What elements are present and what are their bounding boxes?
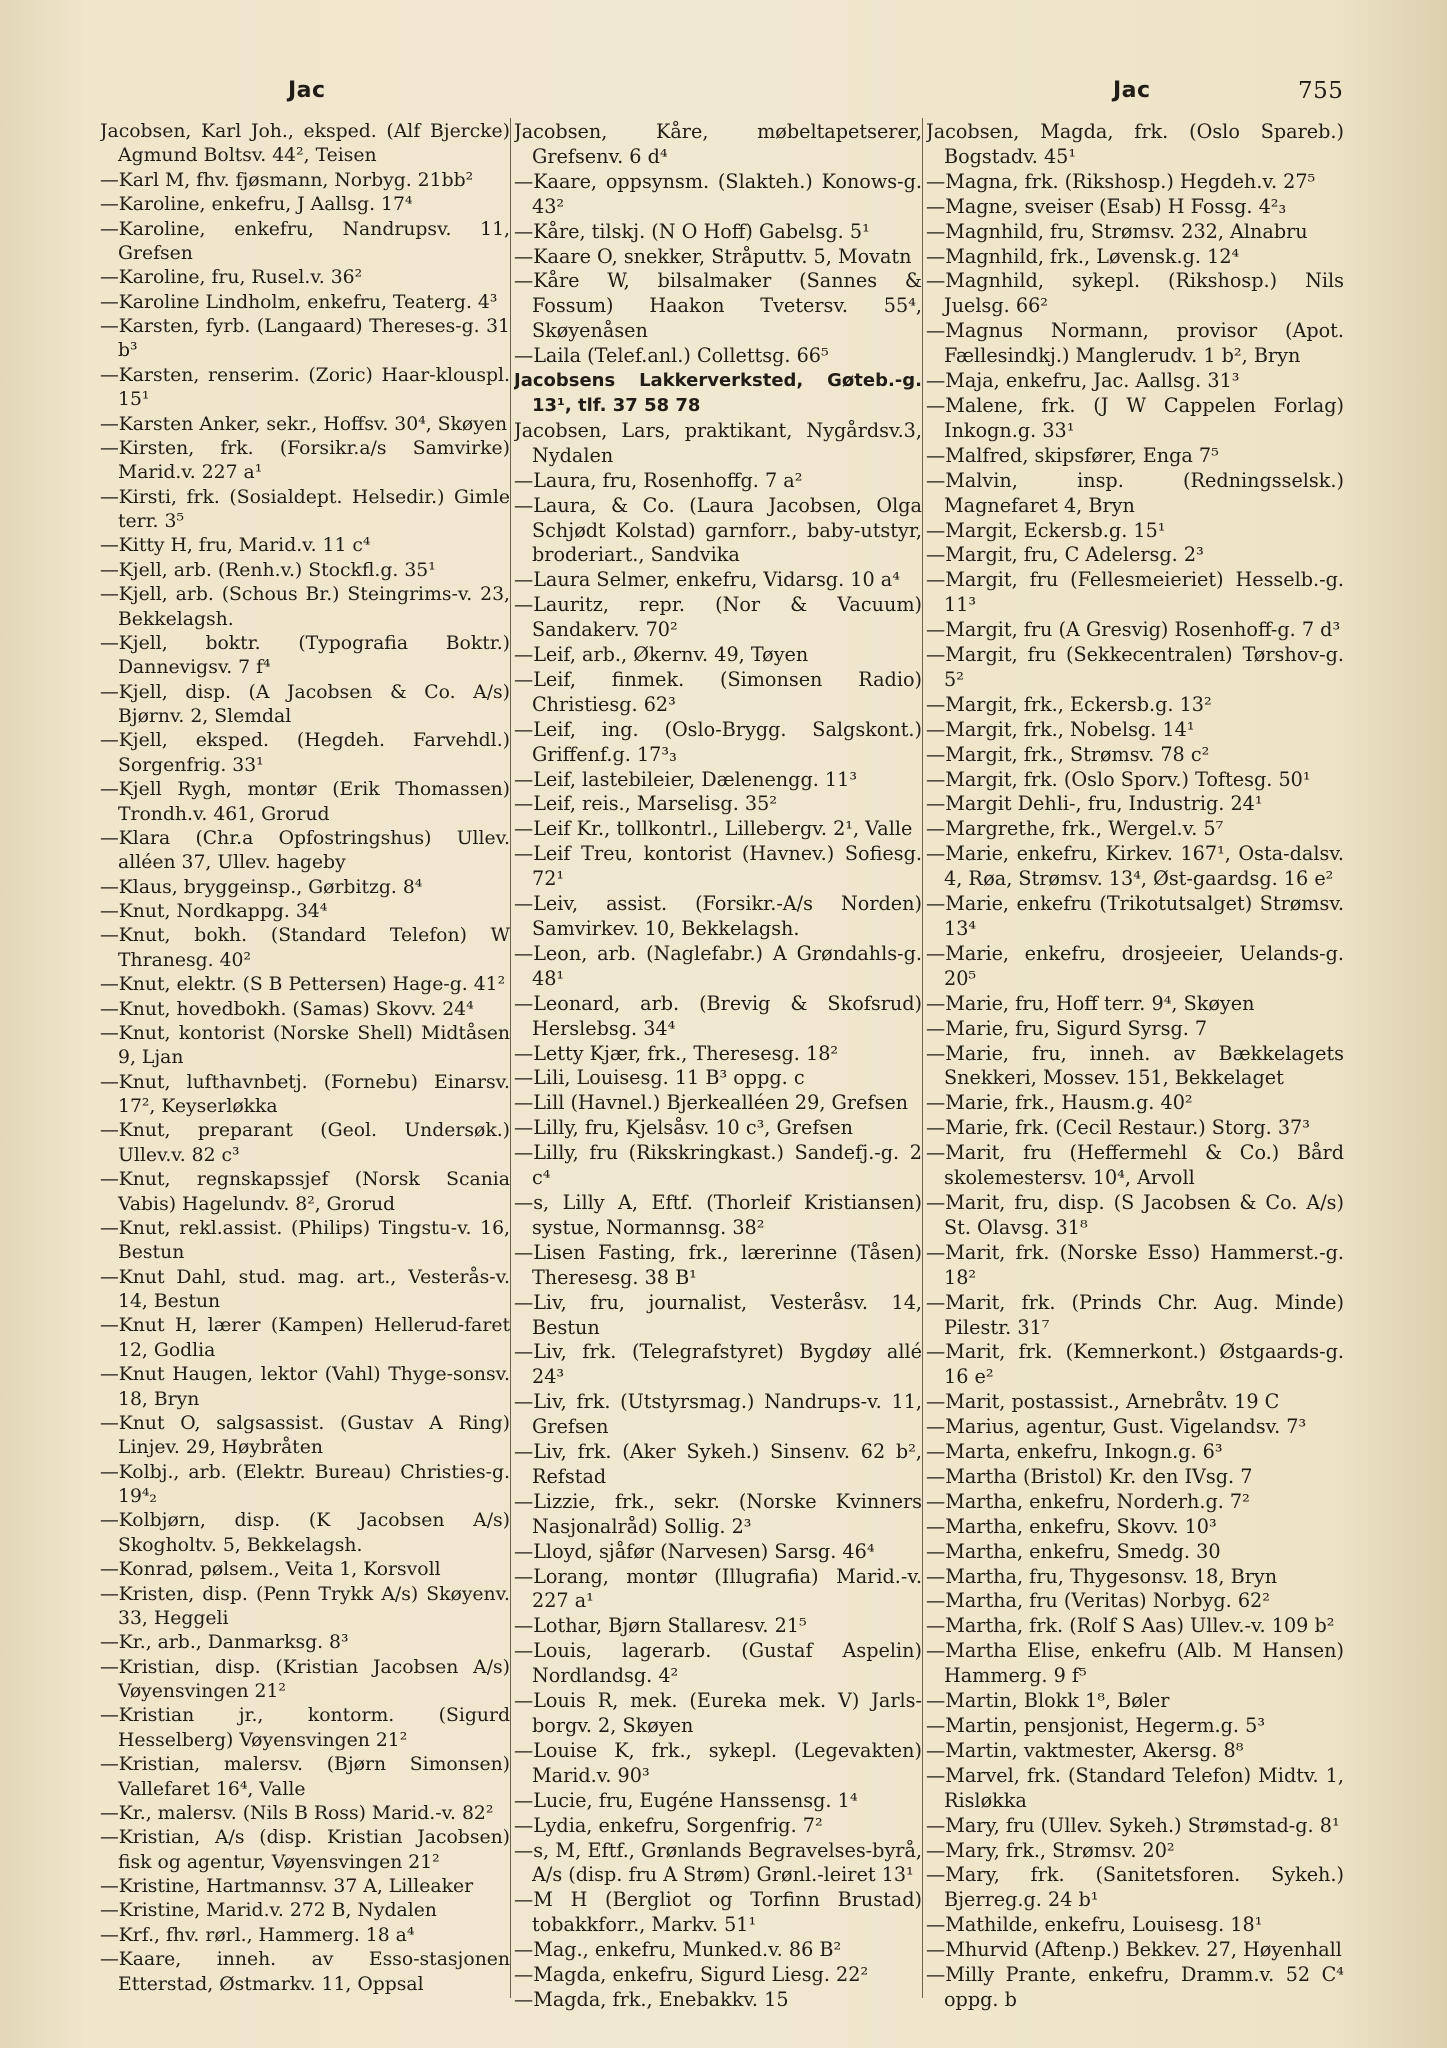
directory-entry: —Malfred, skipsfører, Enga 7⁵ xyxy=(926,443,1219,467)
directory-entry: —Magnhild, sykepl. (Rikshosp.) Nils Juelsg. 66² xyxy=(926,269,1344,318)
directory-entry: —Konrad, pølsem., Veita 1, Korsvoll xyxy=(100,1559,441,1581)
directory-entry: —Margit, fru (Sekkecentralen) Tørshov-g. 5² xyxy=(926,643,1344,691)
directory-entry: —Leonard, arb. (Brevig & Skofsrud) Herslebsg. 34⁴ xyxy=(514,991,922,1040)
directory-column-1 xyxy=(100,120,510,2040)
directory-entry: —Margit Dehli-, fru, Industrig. 24¹ xyxy=(926,792,1263,816)
directory-entry: —Magda, enkefru, Sigurd Liesg. 22² xyxy=(514,1963,869,1987)
directory-entry: —Laura Selmer, enkefru, Vidarsg. 10 a⁴ xyxy=(514,568,900,592)
directory-entry: —Margrethe, frk., Wergel.v. 5⁷ xyxy=(926,817,1224,841)
directory-entry: —Marta, enkefru, Inkogn.g. 6³ xyxy=(926,1440,1223,1464)
directory-entry: —Knut, preparant (Geol. Undersøk.) Ullev.v. 82 c³ xyxy=(100,1120,510,1166)
directory-entry: —Kjell Rygh, montør (Erik Thomassen) Trondh.v. 461, Grorud xyxy=(100,779,510,825)
directory-entry: —Kjell, boktr. (Typografia Boktr.) Dannevigsv. 7 f⁴ xyxy=(100,632,510,679)
directory-entry: —Knut, rekl.assist. (Philips) Tingstu-v. 16, Bestun xyxy=(100,1217,510,1264)
directory-entry: —Magda, frk., Enebakkv. 15 xyxy=(514,1987,789,2011)
directory-entry: —Kr., malersv. (Nils B Ross) Marid.-v. 82² xyxy=(100,1802,494,1824)
directory-entry: —Karoline, enkefru, Nandrupsv. 11, Grefsen xyxy=(100,218,510,264)
directory-entry: —Knut, bokh. (Standard Telefon) W Thranesg. 40² xyxy=(100,925,510,971)
directory-entry: —Margit, Eckersb.g. 15¹ xyxy=(926,518,1166,542)
directory-entry: —Marie, frk. (Cecil Restaur.) Storg. 37³ xyxy=(926,1116,1310,1140)
directory-entry: —Krf., fhv. rørl., Hammerg. 18 a⁴ xyxy=(100,1924,415,1946)
directory-entry: —Kjell, eksped. (Hegdeh. Farvehdl.) Sorgenfrig. 33¹ xyxy=(100,730,510,776)
directory-entry: —Margit, frk., Nobelsg. 14¹ xyxy=(926,717,1195,741)
directory-entry: —Kr., arb., Danmarksg. 8³ xyxy=(100,1632,349,1654)
directory-entry: —Karl M, fhv. fjøsmann, Norbyg. 21bb² xyxy=(100,169,474,191)
directory-entry: —Mary, fru (Ullev. Sykeh.) Strømstad-g. 8¹ xyxy=(926,1813,1340,1837)
directory-entry: —s, M, Eftf., Grønlands Begravelses-byrå, A/s (disp. fru A Strøm) Grønl.-leiret 13¹ xyxy=(514,1838,922,1887)
directory-entry: —Knut O, salgsassist. (Gustav A Ring) Linjev. 29, Høybråten xyxy=(100,1412,510,1459)
directory-entry: —Maja, enkefru, Jac. Aallsg. 31³ xyxy=(926,369,1240,393)
directory-entry: —Kåre, tilskj. (N O Hoff) Gabelsg. 5¹ xyxy=(514,219,870,243)
header-center-keyword: Jac xyxy=(1113,78,1151,103)
directory-entry: —Leif, ing. (Oslo-Brygg. Salgskont.) Griffenf.g. 17³₃ xyxy=(514,717,922,766)
directory-entry: —Margit, fru (Fellesmeieriet) Hesselb.-g. 11³ xyxy=(926,568,1344,617)
directory-entry: —Magnus Normann, provisor (Apot. Fællesindkj.) Manglerudv. 1 b², Bryn xyxy=(926,319,1344,368)
directory-entry: —Marie, frk., Hausm.g. 40² xyxy=(926,1091,1193,1115)
directory-entry: —Karoline, fru, Rusel.v. 36² xyxy=(100,267,363,289)
directory-entry: —Magna, frk. (Rikshosp.) Hegdeh.v. 27⁵ xyxy=(926,169,1316,193)
directory-entry: —Kaare O, snekker, Stråputtv. 5, Movatn xyxy=(514,244,912,268)
directory-entry: —Mag., enkefru, Munked.v. 86 B² xyxy=(514,1938,842,1962)
directory-entry: —Knut, elektr. (S B Pettersen) Hage-g. 41² xyxy=(100,974,506,996)
directory-entry: —Martha, enkefru, Skovv. 10³ xyxy=(926,1514,1217,1538)
directory-entry: —Martin, pensjonist, Hegerm.g. 5³ xyxy=(926,1714,1266,1737)
directory-entry: —Malvin, insp. (Redningsselsk.) Magnefaret 4, Bryn xyxy=(926,468,1344,517)
directory-entry: —Kristian, A/s (disp. Kristian Jacobsen) fisk og agentur, Vøyensvingen 21² xyxy=(100,1827,510,1873)
directory-entry: —Marie, fru, inneh. av Bækkelagets Snekkeri, Mossev. 151, Bekkelaget xyxy=(926,1041,1344,1090)
directory-entry: —Kåre W, bilsalmaker (Sannes & Fossum) Haakon Tvetersv. 55⁴, Skøyenåsen xyxy=(514,269,922,343)
directory-entry: —Leif, lastebileier, Dælenengg. 11³ xyxy=(514,767,858,791)
directory-entry: —Karoline Lindholm, enkefru, Teaterg. 4³ xyxy=(100,291,498,313)
directory-entry: —Kolbj., arb. (Elektr. Bureau) Christies-g. 19⁴₂ xyxy=(100,1461,510,1507)
directory-entry: —Mathilde, enkefru, Louisesg. 18¹ xyxy=(926,1913,1263,1937)
directory-entry: —Margit, frk., Eckersb.g. 13² xyxy=(926,692,1212,716)
directory-entry: —Liv, fru, journalist, Vesteråsv. 14, Bestun xyxy=(514,1290,922,1339)
directory-entry: —Kjell, disp. (A Jacobsen & Co. A/s) Bjørnv. 2, Slemdal xyxy=(100,681,510,727)
directory-entry: —Marit, fru, disp. (S Jacobsen & Co. A/s) St. Olavsg. 31⁸ xyxy=(926,1190,1344,1239)
directory-entry: —Kitty H, fru, Marid.v. 11 c⁴ xyxy=(100,535,371,557)
directory-entry: —Leif Treu, kontorist (Havnev.) Sofiesg. 72¹ xyxy=(514,842,922,891)
directory-entry: —Leif, finmek. (Simonsen Radio) Christiesg. 62³ xyxy=(514,667,922,716)
directory-entry: —Martin, Blokk 1⁸, Bøler xyxy=(926,1689,1170,1713)
directory-entry: —Lorang, montør (Illugrafia) Marid.-v. 227 a¹ xyxy=(514,1564,922,1613)
directory-entry: —Leif, reis., Marselisg. 35² xyxy=(514,792,778,816)
directory-entry: —Martha, enkefru, Norderh.g. 7² xyxy=(926,1489,1250,1513)
directory-entry: —Mary, frk., Strømsv. 20² xyxy=(926,1838,1175,1862)
directory-entry: Jacobsen, Magda, frk. (Oslo Spareb.) Bogstadv. 45¹ xyxy=(926,120,1344,168)
directory-entry: —Lauritz, repr. (Nor & Vacuum) Sandakerv. 70² xyxy=(514,593,922,642)
directory-entry: —Marie, enkefru, drosjeeier, Uelands-g. 20⁵ xyxy=(926,941,1344,990)
directory-entry: —Marius, agentur, Gust. Vigelandsv. 7³ xyxy=(926,1415,1307,1439)
directory-entry: —Louise K, frk., sykepl. (Legevakten) Marid.v. 90³ xyxy=(514,1738,922,1787)
directory-entry: —Kristian jr., kontorm. (Sigurd Hesselberg) Vøyensvingen 21² xyxy=(100,1705,510,1751)
directory-entry: —Kaare, oppsynsm. (Slakteh.) Konows-g. 43² xyxy=(514,169,922,218)
directory-entry: —Martha, enkefru, Smedg. 30 xyxy=(926,1539,1221,1563)
directory-entry: —Knut Haugen, lektor (Vahl) Thyge-sonsv. 18, Bryn xyxy=(100,1364,510,1410)
directory-entry: —Lizzie, frk., sekr. (Norske Kvinners Nasjonalråd) Sollig. 2³ xyxy=(514,1489,922,1538)
directory-entry: —Leon, arb. (Naglefabr.) A Grøndahls-g. 48¹ xyxy=(514,941,922,990)
directory-entry: —Kristen, disp. (Penn Trykk A/s) Skøyenv. 33, Heggeli xyxy=(100,1583,510,1629)
directory-entry: —Kaare, inneh. av Esso-stasjonen Etterstad, Østmarkv. 11, Oppsal xyxy=(100,1949,510,1995)
directory-entry: —Klara (Chr.a Opfostringshus) Ullev. alléen 37, Ullev. hageby xyxy=(100,827,510,874)
directory-entry: —Margit, fru (A Gresvig) Rosenhoff-g. 7 d³ xyxy=(926,618,1341,642)
directory-entry: —Kolbjørn, disp. (K Jacobsen A/s) Skogholtv. 5, Bekkelagsh. xyxy=(100,1510,510,1556)
directory-entry: —Kristian, disp. (Kristian Jacobsen A/s) Vøyensvingen 21² xyxy=(100,1656,510,1702)
directory-entry: —Magnhild, fru, Strømsv. 232, Alnabru xyxy=(926,219,1308,243)
directory-entry: —Martha (Bristol) Kr. den IVsg. 7 xyxy=(926,1464,1253,1488)
directory-entry: —Liv, frk. (Aker Sykeh.) Sinsenv. 62 b², Refstad xyxy=(514,1440,922,1488)
directory-entry: —s, Lilly A, Eftf. (Thorleif Kristiansen) systue, Normannsg. 38² xyxy=(514,1190,922,1239)
directory-entry: —Marit, fru (Heffermehl & Co.) Bård skolemestersv. 10⁴, Arvoll xyxy=(926,1141,1344,1190)
directory-entry: —Mhurvid (Aftenp.) Bekkev. 27, Høyenhall xyxy=(926,1938,1342,1962)
directory-entry: —Mary, frk. (Sanitetsforen. Sykeh.) Bjerreg.g. 24 b¹ xyxy=(926,1863,1344,1912)
directory-entry: Jacobsen, Lars, praktikant, Nygårdsv.3, Nydalen xyxy=(514,418,922,467)
directory-entry: —Magnhild, frk., Løvensk.g. 12⁴ xyxy=(926,244,1240,268)
directory-entry: —Martin, vaktmester, Akersg. 8⁸ xyxy=(926,1738,1244,1762)
directory-entry: —Marit, postassist., Arnebråtv. 19 C xyxy=(926,1390,1280,1414)
column-divider xyxy=(922,118,923,1998)
header-left-keyword: Jac xyxy=(288,78,326,103)
directory-entry: —Lucie, fru, Eugéne Hanssensg. 1⁴ xyxy=(514,1788,858,1812)
directory-entry: —Letty Kjær, frk., Theresesg. 18² xyxy=(514,1041,839,1065)
directory-entry: —Martha, fru (Veritas) Norbyg. 62² xyxy=(926,1589,1270,1613)
directory-entry: —Lothar, Bjørn Stallaresv. 21⁵ xyxy=(514,1614,807,1638)
directory-entry: —Karsten, renserim. (Zoric) Haar-klouspl. 15¹ xyxy=(100,364,510,411)
directory-entry: —Margit, frk., Strømsv. 78 c² xyxy=(926,742,1210,766)
directory-entry: —Marie, fru, Sigurd Syrsg. 7 xyxy=(926,1016,1208,1040)
directory-entry: —Margit, fru, C Adelersg. 2³ xyxy=(926,543,1204,567)
directory-entry: —Lilly, fru (Rikskringkast.) Sandefj.-g. 2 c⁴ xyxy=(514,1141,922,1190)
page-number: 755 xyxy=(1298,78,1344,104)
directory-entry: Jacobsens Lakkerverksted, Gøteb.-g. 13¹, tlf. 37 58 78 xyxy=(514,370,922,416)
directory-entry: —Marvel, frk. (Standard Telefon) Midtv. 1, Risløkka xyxy=(926,1763,1344,1812)
directory-entry: —Lill (Havnel.) Bjerkealléen 29, Grefsen xyxy=(514,1091,909,1115)
directory-entry: —Margit, frk. (Oslo Sporv.) Toftesg. 50¹ xyxy=(926,767,1311,791)
directory-entry: —Leif, arb., Økernv. 49, Tøyen xyxy=(514,643,809,667)
directory-entry: —Liv, frk. (Telegrafstyret) Bygdøy allé 24³ xyxy=(514,1340,922,1389)
directory-entry: —Martha, frk. (Rolf S Aas) Ullev.-v. 109 b² xyxy=(926,1614,1335,1638)
directory-entry: —Marit, frk. (Kemnerkont.) Østgaards-g. 16 e² xyxy=(926,1340,1344,1389)
directory-entry: —Malene, frk. (J W Cappelen Forlag) Inkogn.g. 33¹ xyxy=(926,393,1344,442)
directory-entry: —Louis R, mek. (Eureka mek. V) Jarls-borgv. 2, Skøyen xyxy=(514,1689,922,1737)
directory-entry: —M H (Bergliot og Torfinn Brustad) tobakkforr., Markv. 51¹ xyxy=(514,1888,922,1937)
directory-entry: —Kirsten, frk. (Forsikr.a/s Samvirke) Marid.v. 227 a¹ xyxy=(100,437,510,484)
directory-entry: —Kristine, Hartmannsv. 37 A, Lilleaker xyxy=(100,1876,474,1897)
directory-entry: —Karsten Anker, sekr., Hoffsv. 30⁴, Skøyen xyxy=(100,413,508,435)
directory-entry: —Laura, fru, Rosenhoffg. 7 a² xyxy=(514,468,803,492)
directory-entry: —Knut Dahl, stud. mag. art., Vesterås-v. 14, Bestun xyxy=(100,1266,510,1312)
directory-entry: —Knut, lufthavnbetj. (Fornebu) Einarsv. 17², Keyserløkka xyxy=(100,1071,510,1117)
directory-entry: —Milly Prante, enkefru, Dramm.v. 52 C⁴ oppg. b xyxy=(926,1963,1344,2011)
directory-entry: —Klaus, bryggeinsp., Gørbitzg. 8⁴ xyxy=(100,876,423,898)
directory-entry: —Lili, Louisesg. 11 B³ oppg. c xyxy=(514,1066,805,1090)
directory-entry: —Lisen Fasting, frk., lærerinne (Tåsen) Theresesg. 38 B¹ xyxy=(514,1240,922,1289)
directory-entry: —Marit, frk. (Norske Esso) Hammerst.-g. 18² xyxy=(926,1240,1344,1289)
directory-entry: —Kristine, Marid.v. 272 B, Nydalen xyxy=(100,1900,437,1922)
directory-entry: —Leif Kr., tollkontrl., Lillebergv. 2¹, Valle xyxy=(514,817,913,841)
directory-entry: —Magne, sveiser (Esab) H Fossg. 4²₃ xyxy=(926,194,1287,218)
directory-entry: —Martha Elise, enkefru (Alb. M Hansen) Hammerg. 9 f⁵ xyxy=(926,1639,1344,1688)
directory-entry: —Knut, regnskapssjef (Norsk Scania Vabis) Hagelundv. 8², Grorud xyxy=(100,1169,510,1215)
directory-entry: —Knut H, lærer (Kampen) Hellerud-faret 12, Godlia xyxy=(100,1315,510,1361)
directory-entry: —Louis, lagerarb. (Gustaf Aspelin) Nordlandsg. 4² xyxy=(514,1639,922,1688)
directory-entry: —Lydia, enkefru, Sorgenfrig. 7² xyxy=(514,1813,823,1837)
directory-entry: —Lilly, fru, Kjelsåsv. 10 c³, Grefsen xyxy=(514,1116,853,1140)
directory-entry: —Kjell, arb. (Schous Br.) Steingrims-v. 23, Bekkelagsh. xyxy=(100,584,510,630)
directory-entry: —Laura, & Co. (Laura Jacobsen, Olga Schjødt Kolstad) garnforr., baby-utstyr, broderiart., Sandvika xyxy=(514,493,922,567)
directory-column-3 xyxy=(926,120,1344,2040)
directory-entry: —Knut, Nordkappg. 34⁴ xyxy=(100,901,328,922)
directory-entry: —Knut, kontorist (Norske Shell) Midtåsen 9, Ljan xyxy=(100,1022,510,1069)
directory-entry: —Marie, fru, Hoff terr. 9⁴, Skøyen xyxy=(926,991,1255,1015)
directory-column-2 xyxy=(514,120,922,2040)
directory-entry: —Kirsti, frk. (Sosialdept. Helsedir.) Gimle terr. 3⁵ xyxy=(100,486,510,532)
directory-entry: Jacobsen, Karl Joh., eksped. (Alf Bjercke) Agmund Boltsv. 44², Teisen xyxy=(100,121,510,167)
directory-entry: —Marit, frk. (Prinds Chr. Aug. Minde) Pilestr. 31⁷ xyxy=(926,1290,1344,1339)
directory-entry: —Leiv, assist. (Forsikr.-A/s Norden) Samvirkev. 10, Bekkelagsh. xyxy=(514,892,922,940)
directory-entry: —Kristian, malersv. (Bjørn Simonsen) Vallefaret 16⁴, Valle xyxy=(100,1754,510,1800)
directory-entry: —Marie, enkefru, Kirkev. 167¹, Osta-dalsv. 4, Røa, Strømsv. 13⁴, Øst-gaardsg. 16 e² xyxy=(926,842,1344,891)
directory-entry: —Lloyd, sjåfør (Narvesen) Sarsg. 46⁴ xyxy=(514,1539,875,1563)
directory-entry: —Karoline, enkefru, J Aallsg. 17⁴ xyxy=(100,194,413,216)
directory-entry: —Knut, hovedbokh. (Samas) Skovv. 24⁴ xyxy=(100,998,474,1020)
directory-entry: Jacobsen, Kåre, møbeltapetserer, Grefsenv. 6 d⁴ xyxy=(514,120,922,168)
directory-entry: —Marie, enkefru (Trikotutsalget) Strømsv. 13⁴ xyxy=(926,892,1344,940)
directory-entry: —Liv, frk. (Utstyrsmag.) Nandrups-v. 11, Grefsen xyxy=(514,1390,922,1439)
directory-entry: —Laila (Telef.anl.) Collettsg. 66⁵ xyxy=(514,344,829,368)
directory-entry: —Kjell, arb. (Renh.v.) Stockfl.g. 35¹ xyxy=(100,559,436,581)
directory-entry: —Karsten, fyrb. (Langaard) Thereses-g. 31 b³ xyxy=(100,316,510,362)
column-divider xyxy=(510,118,511,1998)
directory-entry: —Martha, fru, Thygesonsv. 18, Bryn xyxy=(926,1564,1278,1588)
